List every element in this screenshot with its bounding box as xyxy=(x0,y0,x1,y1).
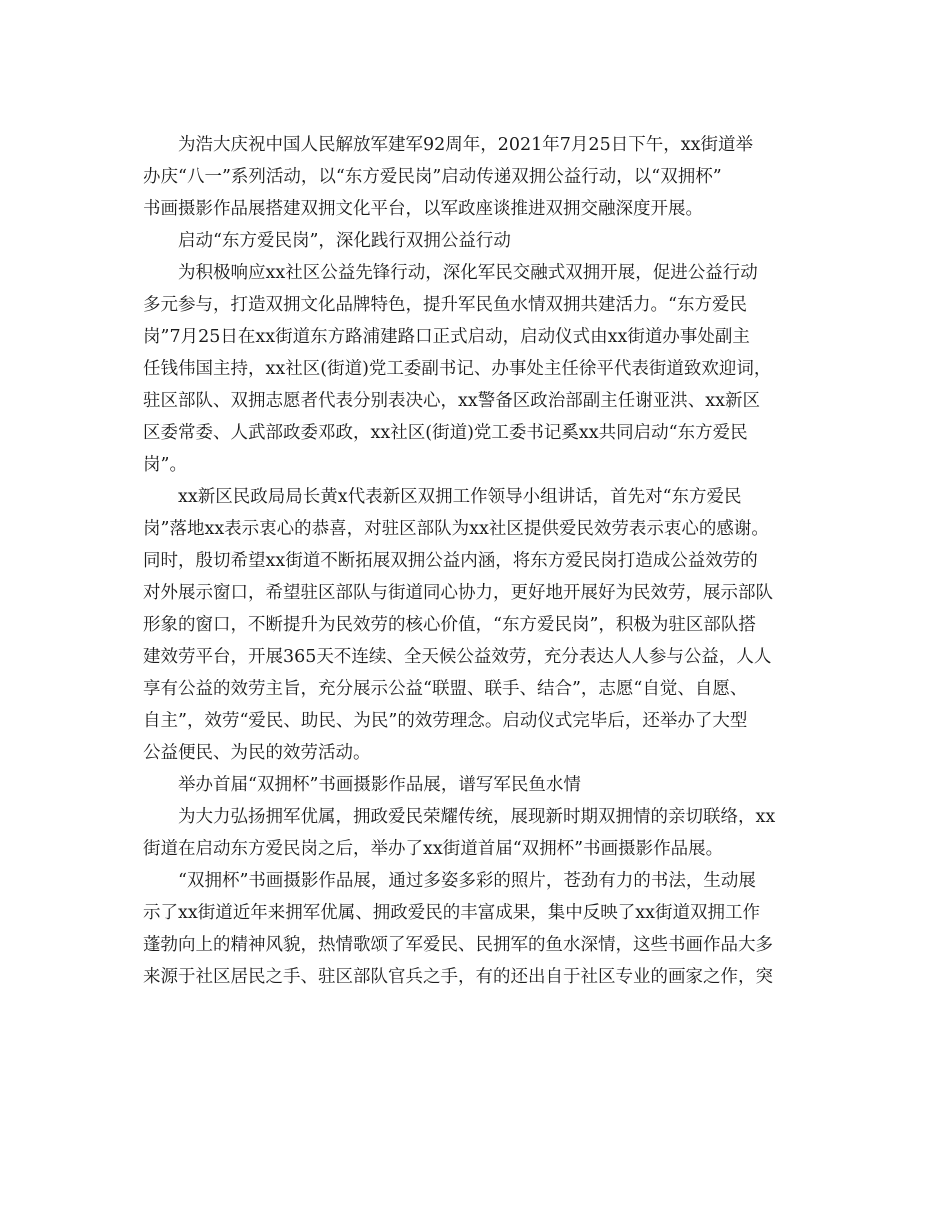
text-line: 任钱伟国主持，xx社区(街道)党工委副书记、办事处主任徐平代表街道致欢迎词， xyxy=(143,359,772,379)
text-line: 为大力弘扬拥军优属，拥政爱民荣耀传统，展现新时期双拥情的亲切联络，xx xyxy=(178,807,776,827)
text-line: xx新区民政局局长黄x代表新区双拥工作领导小组讲话，首先对“东方爱民 xyxy=(178,487,742,507)
text-line: 享有公益的效劳主旨，充分展示公益“联盟、联手、结合”，志愿“自觉、自愿、 xyxy=(143,679,748,699)
text-line: 岗”。 xyxy=(143,455,187,475)
text-line: 街道在启动东方爱民岗之后，举办了xx街道首届“双拥杯”书画摄影作品展。 xyxy=(143,839,724,859)
text-line: 对外展示窗口，希望驻区部队与街道同心协力，更好地开展好为民效劳，展示部队 xyxy=(143,583,773,603)
text-line: 示了xx街道近年来拥军优属、拥政爱民的丰富成果，集中反映了xx街道双拥工作 xyxy=(143,903,760,923)
text-line: 建效劳平台，开展365天不连续、全天候公益效劳，充分表达人人参与公益，人人 xyxy=(143,647,772,667)
document-body xyxy=(143,129,823,993)
text-line: 岗”落地xx表示衷心的恭喜，对驻区部队为xx社区提供爱民效劳表示衷心的感谢。 xyxy=(143,519,769,539)
text-line: 岗”7月25日在xx街道东方路浦建路口正式启动，启动仪式由xx街道办事处副主 xyxy=(143,327,750,347)
text-line: 来源于社区居民之手、驻区部队官兵之手，有的还出自于社区专业的画家之作，突 xyxy=(143,967,773,987)
text-line: 为积极响应xx社区公益先锋行动，深化军民交融式双拥开展，促进公益行动 xyxy=(178,263,758,283)
text-line: 举办首届“双拥杯”书画摄影作品展，谱写军民鱼水情 xyxy=(178,775,581,795)
text-line: 形象的窗口，不断提升为民效劳的核心价值，“东方爱民岗”，积极为驻区部队搭 xyxy=(143,615,756,635)
text-line: 为浩大庆祝中国人民解放军建军92周年，2021年7月25日下午，xx街道举 xyxy=(178,135,753,155)
text-line: 自主”，效劳“爱民、助民、为民”的效劳理念。启动仪式完毕后，还举办了大型 xyxy=(143,711,748,731)
text-line: “双拥杯”书画摄影作品展，通过多姿多彩的照片，苍劲有力的书法，生动展 xyxy=(178,871,756,891)
text-line: 多元参与，打造双拥文化品牌特色，提升军民鱼水情双拥共建活力。“东方爱民 xyxy=(143,295,747,315)
text-line: 公益便民、为民的效劳活动。 xyxy=(143,743,371,763)
text-line: 同时，殷切希望xx街道不断拓展双拥公益内涵，将东方爱民岗打造成公益效劳的 xyxy=(143,551,758,571)
text-line: 启动“东方爱民岗”，深化践行双拥公益行动 xyxy=(178,231,511,251)
text-line: 蓬勃向上的精神风貌，热情歌颂了军爱民、民拥军的鱼水深情，这些书画作品大多 xyxy=(143,935,773,955)
text-line: 书画摄影作品展搭建双拥文化平台，以军政座谈推进双拥交融深度开展。 xyxy=(143,199,703,219)
text-line: 办庆“八一”系列活动，以“东方爱民岗”启动传递双拥公益行动，以“双拥杯” xyxy=(143,167,722,187)
text-line: 驻区部队、双拥志愿者代表分别表决心，xx警备区政治部副主任谢亚洪、xx新区 xyxy=(143,391,760,411)
text-line: 区委常委、人武部政委邓政，xx社区(街道)党工委书记奚xx共同启动“东方爱民 xyxy=(143,423,748,443)
